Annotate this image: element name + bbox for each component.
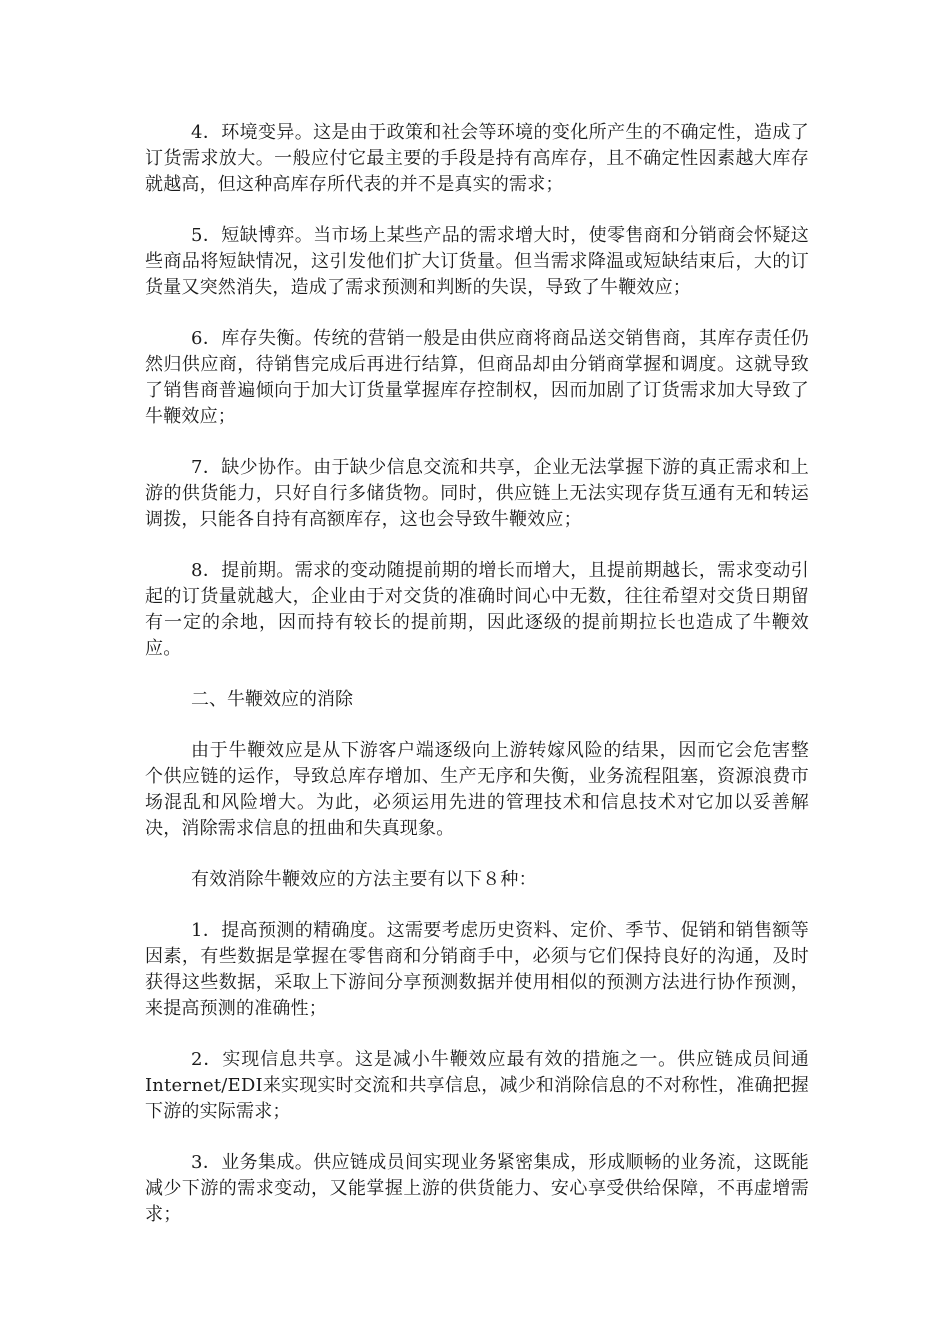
section-heading-elimination: 二、牛鞭效应的消除 [191,689,353,710]
paragraph-inventory-imbalance: 6．库存失衡。传统的营销一般是由供应商将商品送交销售商，其库存责任仍然归供应商，待销售完成后再进行结算，但商品却由分销商掌握和调度。这就导致了销售商普遍倾向于加大订货量掌握库存控制权，因而加剧了订货需求加大导致了牛鞭效应； [145,328,809,427]
paragraph-business-integration: 3．业务集成。供应链成员间实现业务紧密集成，形成顺畅的业务流，这既能减少下游的需求变动，又能掌握上游的供货能力、安心享受供给保障，不再虚增需求； [145,1152,809,1225]
paragraph-information-sharing: 2．实现信息共享。这是减小牛鞭效应最有效的措施之一。供应链成员间通Internet/EDI来实现实时交流和共享信息，减少和消除信息的不对称性，准确把握下游的实际需求； [145,1049,809,1122]
paragraph-methods-intro: 有效消除牛鞭效应的方法主要有以下８种： [191,869,537,890]
paragraph-forecast-accuracy: 1．提高预测的精确度。这需要考虑历史资料、定价、季节、促销和销售额等因素，有些数据是掌握在零售商和分销商手中，必须与它们保持良好的沟通，及时获得这些数据，采取上下游间分享预测数据并使用相似的预测方法进行协作预测，来提高预测的准确性； [145,920,809,1019]
paragraph-lead-time: 8．提前期。需求的变动随提前期的增长而增大，且提前期越长，需求变动引起的订货量就越大，企业由于对交货的准确时间心中无数，往往希望对交货日期留有一定的余地，因而持有较长的提前期，因此逐级的提前期拉长也造成了牛鞭效应。 [145,560,809,659]
document-body [145,120,809,1253]
paragraph-lack-of-cooperation: 7．缺少协作。由于缺少信息交流和共享，企业无法掌握下游的真正需求和上游的供货能力，只好自行多储货物。同时，供应链上无法实现存货互通有无和转运调拨，只能各自持有高额库存，这也会导致牛鞭效应； [145,457,809,530]
paragraph-elimination-intro: 由于牛鞭效应是从下游客户端逐级向上游转嫁风险的结果，因而它会危害整个供应链的运作，导致总库存增加、生产无序和失衡，业务流程阻塞，资源浪费市场混乱和风险增大。为此，必须运用先进的管理技术和信息技术对它加以妥善解决，消除需求信息的扭曲和失真现象。 [145,740,809,839]
paragraph-shortage-game: 5．短缺博弈。当市场上某些产品的需求增大时，使零售商和分销商会怀疑这些商品将短缺情况，这引发他们扩大订货量。但当需求降温或短缺结束后，大的订货量又突然消失，造成了需求预测和判断的失误，导致了牛鞭效应； [145,225,809,298]
paragraph-environment-variation: 4．环境变异。这是由于政策和社会等环境的变化所产生的不确定性，造成了订货需求放大。一般应付它最主要的手段是持有高库存，且不确定性因素越大库存就越高，但这种高库存所代表的并不是真实的需求； [145,122,809,195]
